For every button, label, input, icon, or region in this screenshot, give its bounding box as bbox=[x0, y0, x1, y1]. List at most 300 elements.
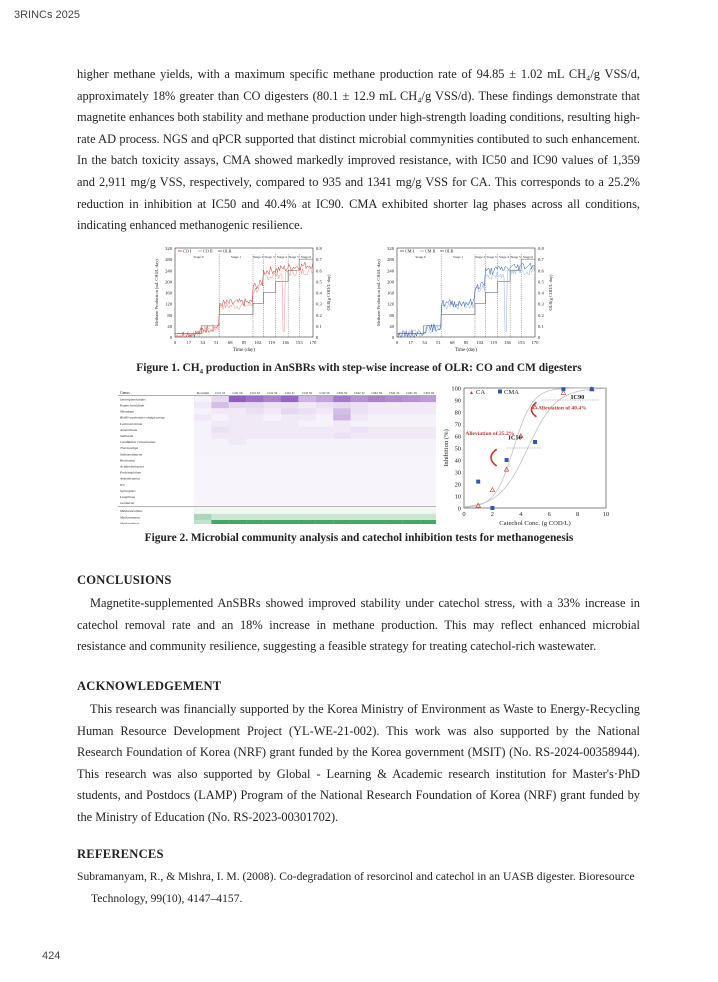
heatmap-cell bbox=[368, 508, 385, 514]
x-tick-label: 10 bbox=[602, 511, 610, 518]
figure2-caption: Figure 2. Microbial community analysis and catechol inhibition tests for methanogenesis bbox=[144, 532, 574, 544]
heatmap-cell bbox=[351, 439, 368, 445]
cma-data-point bbox=[490, 506, 494, 510]
y-right-tick-label: 0.4 bbox=[538, 290, 544, 296]
heatmap-cell bbox=[368, 427, 385, 433]
heatmap-cell bbox=[246, 520, 263, 524]
heatmap-cell bbox=[368, 433, 385, 439]
y-right-tick-label: 0.2 bbox=[538, 312, 544, 318]
heatmap-column-label: CM2 32 bbox=[354, 391, 365, 395]
heatmap-cell bbox=[385, 427, 402, 433]
heatmap-cell bbox=[316, 439, 333, 445]
heatmap-cell bbox=[298, 463, 315, 469]
x-axis-label: Time (day) bbox=[454, 348, 478, 353]
stage-label: Stage 1 bbox=[231, 255, 242, 259]
heatmap-cell bbox=[298, 414, 315, 420]
heatmap-cell bbox=[281, 439, 298, 445]
y-left-tick-label: 280 bbox=[387, 257, 394, 263]
heatmap-cell bbox=[298, 420, 315, 426]
heatmap-cell bbox=[316, 481, 333, 487]
heatmap-cell bbox=[420, 463, 436, 469]
heatmap-cell bbox=[351, 414, 368, 420]
heatmap-cell bbox=[316, 475, 333, 481]
heatmap-cell bbox=[333, 408, 350, 414]
y-left-tick-label: 320 bbox=[387, 246, 394, 251]
x-tick-label: 68 bbox=[449, 340, 455, 345]
heatmap-cell bbox=[229, 414, 246, 420]
heatmap-cell bbox=[420, 469, 436, 475]
x-tick-label: 102 bbox=[254, 340, 262, 345]
heatmap-column-label: Inoculum bbox=[196, 391, 209, 395]
y-right-tick-label: 0.8 bbox=[538, 246, 544, 251]
y-right-tick-label: 0.8 bbox=[316, 246, 322, 251]
heatmap-cell bbox=[298, 520, 315, 524]
x-tick-label: 51 bbox=[214, 340, 219, 345]
heatmap-cell bbox=[333, 451, 350, 457]
y-left-tick-label: 200 bbox=[387, 279, 394, 285]
heatmap-cell bbox=[246, 457, 263, 463]
heatmap-cell bbox=[194, 500, 211, 506]
heatmap-row-label: Geobacter bbox=[120, 501, 135, 506]
heatmap-cell bbox=[385, 433, 402, 439]
heatmap-row-label: Anaerolinea bbox=[120, 427, 138, 432]
heatmap-cell bbox=[211, 463, 228, 469]
page-number: 424 bbox=[42, 950, 61, 962]
y-left-tick-label: 240 bbox=[387, 268, 394, 274]
y-tick-label: 80 bbox=[454, 409, 461, 417]
x-tick-label: 85 bbox=[241, 340, 247, 345]
y-left-tick-label: 160 bbox=[165, 290, 172, 296]
heatmap-cell bbox=[229, 488, 246, 494]
cma-data-point bbox=[561, 387, 565, 391]
x-tick-label: 68 bbox=[227, 340, 233, 345]
heatmap-cell bbox=[351, 408, 368, 414]
heatmap-cell bbox=[298, 451, 315, 457]
heatmap-cell bbox=[385, 475, 402, 481]
plot-frame bbox=[397, 248, 535, 337]
heatmap-cell bbox=[368, 520, 385, 524]
heatmap-cell bbox=[264, 427, 281, 433]
heatmap-cell bbox=[420, 414, 436, 420]
heatmap-cell bbox=[281, 508, 298, 514]
heatmap-cell bbox=[420, 481, 436, 487]
heatmap-column-label: CM2 59 bbox=[336, 391, 348, 395]
heatmap-cell bbox=[229, 463, 246, 469]
heatmap-cell bbox=[264, 414, 281, 420]
y-right-tick-label: 0.6 bbox=[538, 268, 544, 274]
heatmap-cell bbox=[211, 445, 228, 451]
cma-data-point bbox=[533, 440, 537, 444]
heatmap-cell bbox=[385, 402, 402, 408]
x-tick-label: 0 bbox=[462, 511, 466, 518]
heatmap-cell bbox=[194, 408, 211, 414]
x-tick-label: 17 bbox=[186, 340, 192, 345]
heatmap-row-label: Sedimentibacter bbox=[120, 452, 143, 457]
heatmap-cell bbox=[264, 402, 281, 408]
heatmap-cell bbox=[298, 457, 315, 463]
heatmap-row-label: Methanothrix bbox=[120, 521, 140, 524]
heatmap-cell bbox=[211, 508, 228, 514]
y-left-axis-label: Methane Production (mL CH4/L·day) bbox=[376, 259, 381, 326]
y-right-tick-label: 0.5 bbox=[316, 279, 322, 285]
heatmap-column-label: CM1 60 bbox=[423, 391, 435, 395]
y-left-tick-label: 0 bbox=[169, 335, 172, 340]
heatmap-cell bbox=[298, 514, 315, 520]
heatmap-cell bbox=[368, 439, 385, 445]
y-tick-label: 20 bbox=[454, 481, 461, 489]
stage-label: Stage 3 bbox=[486, 255, 497, 259]
heatmap-cell bbox=[264, 494, 281, 500]
heatmap-cell bbox=[368, 475, 385, 481]
heatmap-cell bbox=[351, 396, 368, 402]
heatmap-cell bbox=[281, 433, 298, 439]
heatmap-cell bbox=[246, 439, 263, 445]
heatmap-cell bbox=[264, 514, 281, 520]
heatmap-cell bbox=[420, 402, 436, 408]
heatmap-cell bbox=[194, 396, 211, 402]
figure2-heatmap bbox=[118, 388, 436, 524]
ca-data-point bbox=[490, 488, 494, 492]
heatmap-cell bbox=[368, 514, 385, 520]
x-tick-label: 153 bbox=[517, 340, 525, 345]
heatmap-cell bbox=[385, 494, 402, 500]
stage-label: Stage 5 bbox=[510, 255, 521, 259]
y-tick-label: 70 bbox=[454, 421, 461, 429]
heatmap-cell bbox=[368, 408, 385, 414]
heatmap-cell bbox=[211, 451, 228, 457]
heatmap-cell bbox=[385, 500, 402, 506]
y-tick-label: 60 bbox=[454, 433, 461, 441]
heatmap-cell bbox=[281, 520, 298, 524]
heatmap-cell bbox=[246, 433, 263, 439]
y-left-tick-label: 0 bbox=[391, 335, 394, 340]
heatmap-row-label: Methanoculleus bbox=[120, 509, 143, 514]
heatmap-cell bbox=[385, 463, 402, 469]
heatmap-column-label: CO2 59 bbox=[267, 391, 278, 395]
heatmap-cell bbox=[403, 481, 420, 487]
y-left-tick-label: 120 bbox=[165, 301, 172, 307]
heatmap-cell bbox=[333, 475, 350, 481]
heatmap-cell bbox=[420, 514, 436, 520]
heatmap-cell bbox=[281, 427, 298, 433]
heatmap-cell bbox=[246, 408, 263, 414]
heatmap-cell bbox=[281, 408, 298, 414]
heatmap-cell bbox=[194, 494, 211, 500]
heatmap-cell bbox=[281, 445, 298, 451]
heatmap-cell bbox=[246, 481, 263, 487]
heatmap-cell bbox=[316, 451, 333, 457]
heatmap-cell bbox=[333, 500, 350, 506]
legend-label: OLR bbox=[223, 248, 232, 254]
heatmap-cell bbox=[333, 420, 350, 426]
heatmap-row-label: Mesotoga bbox=[120, 409, 134, 414]
stage-label: Stage 6 bbox=[523, 255, 534, 259]
heatmap-cell bbox=[351, 508, 368, 514]
legend-label: CA bbox=[476, 389, 486, 396]
heatmap-cell bbox=[264, 408, 281, 414]
heatmap-cell bbox=[420, 420, 436, 426]
conclusions-heading: CONCLUSIONS bbox=[77, 573, 172, 587]
heatmap-cell bbox=[298, 488, 315, 494]
heatmap-cell bbox=[264, 463, 281, 469]
heatmap-cell bbox=[298, 469, 315, 475]
heatmap-cell bbox=[368, 463, 385, 469]
heatmap-cell bbox=[403, 439, 420, 445]
heatmap-cell bbox=[194, 514, 211, 520]
legend-label: CMA bbox=[504, 389, 520, 396]
x-tick-label: 136 bbox=[503, 340, 511, 345]
heatmap-cell bbox=[246, 445, 263, 451]
heatmap-cell bbox=[333, 457, 350, 463]
y-tick-label: 90 bbox=[454, 397, 461, 405]
heatmap-cell bbox=[211, 396, 228, 402]
heatmap-cell bbox=[281, 469, 298, 475]
heatmap-cell bbox=[368, 414, 385, 420]
references-heading: REFERENCES bbox=[77, 847, 164, 861]
heatmap-cell bbox=[211, 439, 228, 445]
heatmap-cell bbox=[194, 520, 211, 524]
heatmap-cell bbox=[420, 500, 436, 506]
heatmap-cell bbox=[264, 488, 281, 494]
heatmap-cell bbox=[194, 488, 211, 494]
heatmap-cell bbox=[316, 402, 333, 408]
heatmap-cell bbox=[281, 481, 298, 487]
heatmap-cell bbox=[316, 514, 333, 520]
heatmap-cell bbox=[420, 451, 436, 457]
x-tick-label: 170 bbox=[531, 340, 539, 345]
heatmap-cell bbox=[333, 433, 350, 439]
heatmap-cell bbox=[351, 457, 368, 463]
heatmap-cell bbox=[229, 445, 246, 451]
heatmap-cell bbox=[385, 520, 402, 524]
heatmap-cell bbox=[281, 500, 298, 506]
legend-label: OLR bbox=[445, 248, 454, 254]
heatmap-row-label: Proteiniphilum bbox=[120, 470, 142, 475]
heatmap-cell bbox=[403, 488, 420, 494]
heatmap-cell bbox=[281, 514, 298, 520]
heatmap-cell bbox=[385, 439, 402, 445]
heatmap-cell bbox=[316, 463, 333, 469]
y-left-tick-label: 40 bbox=[167, 323, 172, 329]
heatmap-cell bbox=[403, 433, 420, 439]
stage-label: Stage 4 bbox=[498, 255, 509, 259]
y-tick-label: 100 bbox=[451, 385, 461, 393]
reactor2-series-line bbox=[397, 266, 535, 337]
heatmap-column-label: CM2 59 bbox=[371, 391, 382, 395]
heatmap-cell bbox=[298, 494, 315, 500]
heatmap-cell bbox=[229, 500, 246, 506]
ic50-label: IC50 bbox=[508, 434, 522, 442]
heatmap-cell bbox=[246, 402, 263, 408]
heatmap-cell bbox=[403, 396, 420, 402]
heatmap-cell bbox=[368, 500, 385, 506]
heatmap-row-label: Smithella bbox=[120, 434, 134, 438]
heatmap-cell bbox=[264, 396, 281, 402]
y-left-tick-label: 320 bbox=[165, 246, 172, 251]
heatmap-column-label: CO2 59 bbox=[319, 391, 330, 395]
heatmap-cell bbox=[229, 408, 246, 414]
heatmap-cell bbox=[246, 451, 263, 457]
heatmap-cell bbox=[403, 420, 420, 426]
heatmap-cell bbox=[194, 402, 211, 408]
cma-data-point bbox=[476, 480, 480, 484]
heatmap-cell bbox=[246, 508, 263, 514]
heatmap-cell bbox=[333, 396, 350, 402]
stage-label: Stage 2 bbox=[475, 255, 486, 259]
heatmap-cell bbox=[385, 420, 402, 426]
stage-label: Stage 0 bbox=[415, 255, 426, 259]
heatmap-cell bbox=[420, 396, 436, 402]
heatmap-cell bbox=[281, 420, 298, 426]
y-tick-label: 50 bbox=[454, 445, 461, 453]
heatmap-cell bbox=[211, 408, 228, 414]
heatmap-column-label: CM1 32 bbox=[388, 391, 400, 395]
x-tick-label: 51 bbox=[436, 340, 441, 345]
stage-label: Stage 3 bbox=[264, 255, 275, 259]
heatmap-cell bbox=[420, 494, 436, 500]
x-tick-label: 136 bbox=[281, 340, 289, 345]
heatmap-cell bbox=[229, 475, 246, 481]
heatmap-cell bbox=[264, 445, 281, 451]
heatmap-cell bbox=[403, 520, 420, 524]
heatmap-cell bbox=[298, 500, 315, 506]
heatmap-cell bbox=[420, 520, 436, 524]
heatmap-cell bbox=[403, 408, 420, 414]
heatmap-cell bbox=[403, 402, 420, 408]
heatmap-cell bbox=[229, 481, 246, 487]
heatmap-cell bbox=[194, 414, 211, 420]
heatmap-cell bbox=[194, 427, 211, 433]
heatmap-cell bbox=[333, 520, 350, 524]
heatmap-cell bbox=[316, 469, 333, 475]
heatmap-cell bbox=[420, 508, 436, 514]
heatmap-cell bbox=[246, 427, 263, 433]
heatmap-cell bbox=[403, 445, 420, 451]
heatmap-cell bbox=[316, 508, 333, 514]
ic90-label: IC90 bbox=[570, 393, 585, 401]
heatmap-cell bbox=[368, 396, 385, 402]
heatmap-column-label: CO2 56 bbox=[302, 391, 313, 395]
legend-marker bbox=[498, 390, 502, 394]
heatmap-cell bbox=[351, 420, 368, 426]
heatmap-cell bbox=[403, 508, 420, 514]
cma-data-point bbox=[590, 387, 594, 391]
reactor2-series-line bbox=[175, 268, 313, 337]
heatmap-cell bbox=[298, 396, 315, 402]
alleviation-ic50-label: Alleviation of 25.2% bbox=[465, 430, 515, 437]
heatmap-cell bbox=[316, 500, 333, 506]
heatmap-cell bbox=[316, 433, 333, 439]
heatmap-cell bbox=[333, 481, 350, 487]
heatmap-cell bbox=[194, 508, 211, 514]
heatmap-cell bbox=[351, 463, 368, 469]
heatmap-cell bbox=[194, 463, 211, 469]
heatmap-cell bbox=[281, 396, 298, 402]
conclusions-text: Magnetite-supplemented AnSBRs showed improved stability under catechol stress, with a 33% increase in catechol removal rate and an 18% increase in methane production. This may reflect enhanced microbial resistance and community resilience, suggesting a feasible strategy for treating catechol-rich wastewater. bbox=[77, 596, 640, 654]
heatmap-cell bbox=[264, 508, 281, 514]
heatmap-cell bbox=[333, 445, 350, 451]
heatmap-header: Genus bbox=[120, 391, 130, 395]
stage-label: Stage 4 bbox=[276, 255, 287, 259]
x-axis-label: Time (day) bbox=[232, 348, 256, 353]
heatmap-cell bbox=[211, 488, 228, 494]
y-right-tick-label: 0.1 bbox=[316, 323, 322, 329]
x-tick-label: 34 bbox=[422, 340, 427, 345]
heatmap-cell bbox=[351, 475, 368, 481]
heatmap-cell bbox=[229, 457, 246, 463]
heatmap-cell bbox=[385, 451, 402, 457]
heatmap-cell bbox=[351, 469, 368, 475]
heatmap-row-label: Acidaminobacter bbox=[120, 464, 145, 469]
heatmap-cell bbox=[368, 457, 385, 463]
heatmap-cell bbox=[211, 420, 228, 426]
heatmap-row-label: Syntrophorhabdus bbox=[120, 397, 146, 402]
heatmap-cell bbox=[420, 433, 436, 439]
heatmap-cell bbox=[211, 457, 228, 463]
heatmap-column-label: CM1 59 bbox=[406, 391, 417, 395]
heatmap-cell bbox=[246, 494, 263, 500]
heatmap-cell bbox=[194, 433, 211, 439]
heatmap-cell bbox=[246, 420, 263, 426]
y-tick-label: 30 bbox=[454, 469, 461, 477]
heatmap-cell bbox=[264, 457, 281, 463]
y-left-tick-label: 160 bbox=[387, 290, 394, 296]
y-left-tick-label: 280 bbox=[165, 257, 172, 263]
heatmap-cell bbox=[194, 481, 211, 487]
heatmap-cell bbox=[333, 508, 350, 514]
heatmap-cell bbox=[420, 457, 436, 463]
heatmap-cell bbox=[385, 408, 402, 414]
stage-label: Stage 2 bbox=[253, 255, 264, 259]
y-right-tick-label: 0.1 bbox=[538, 323, 544, 329]
heatmap-cell bbox=[229, 494, 246, 500]
heatmap-cell bbox=[264, 475, 281, 481]
heatmap-cell bbox=[211, 414, 228, 420]
x-tick-label: 170 bbox=[309, 340, 317, 345]
heatmap-cell bbox=[385, 414, 402, 420]
heatmap-cell bbox=[211, 520, 228, 524]
heatmap-cell bbox=[316, 396, 333, 402]
heatmap-cell bbox=[316, 414, 333, 420]
heatmap-cell bbox=[194, 469, 211, 475]
heatmap-cell bbox=[264, 481, 281, 487]
heatmap-cell bbox=[351, 433, 368, 439]
legend-label: CM I bbox=[405, 248, 414, 254]
heatmap-cell bbox=[403, 475, 420, 481]
heatmap-cell bbox=[403, 494, 420, 500]
plot-frame bbox=[175, 248, 313, 337]
reference-item-1: Subramanyam, R., & Mishra, I. M. (2008). Co-degradation of resorcinol and catechol in an UASB digester. Bioresource Technology, 99(10), 4147–4157. bbox=[77, 870, 635, 905]
heatmap-row-label: Candidatus Cloacimonas bbox=[120, 440, 156, 445]
alleviation-ic50-arrow bbox=[491, 449, 497, 466]
heatmap-cell bbox=[420, 488, 436, 494]
heatmap-cell bbox=[281, 457, 298, 463]
x-tick-label: 2 bbox=[490, 511, 495, 518]
heatmap-cell bbox=[385, 457, 402, 463]
heatmap-cell bbox=[298, 402, 315, 408]
cma-data-point bbox=[505, 458, 509, 462]
y-axis-label: Inhibition (%) bbox=[443, 429, 450, 467]
heatmap-cell bbox=[211, 514, 228, 520]
heatmap-row-label: Syntrophus bbox=[120, 488, 136, 493]
x-tick-label: 8 bbox=[575, 511, 580, 518]
heatmap-cell bbox=[351, 494, 368, 500]
heatmap-cell bbox=[229, 396, 246, 402]
heatmap-cell bbox=[229, 508, 246, 514]
x-tick-label: 119 bbox=[490, 340, 497, 345]
heatmap-cell bbox=[403, 514, 420, 520]
reactor1-series-line bbox=[175, 262, 313, 337]
